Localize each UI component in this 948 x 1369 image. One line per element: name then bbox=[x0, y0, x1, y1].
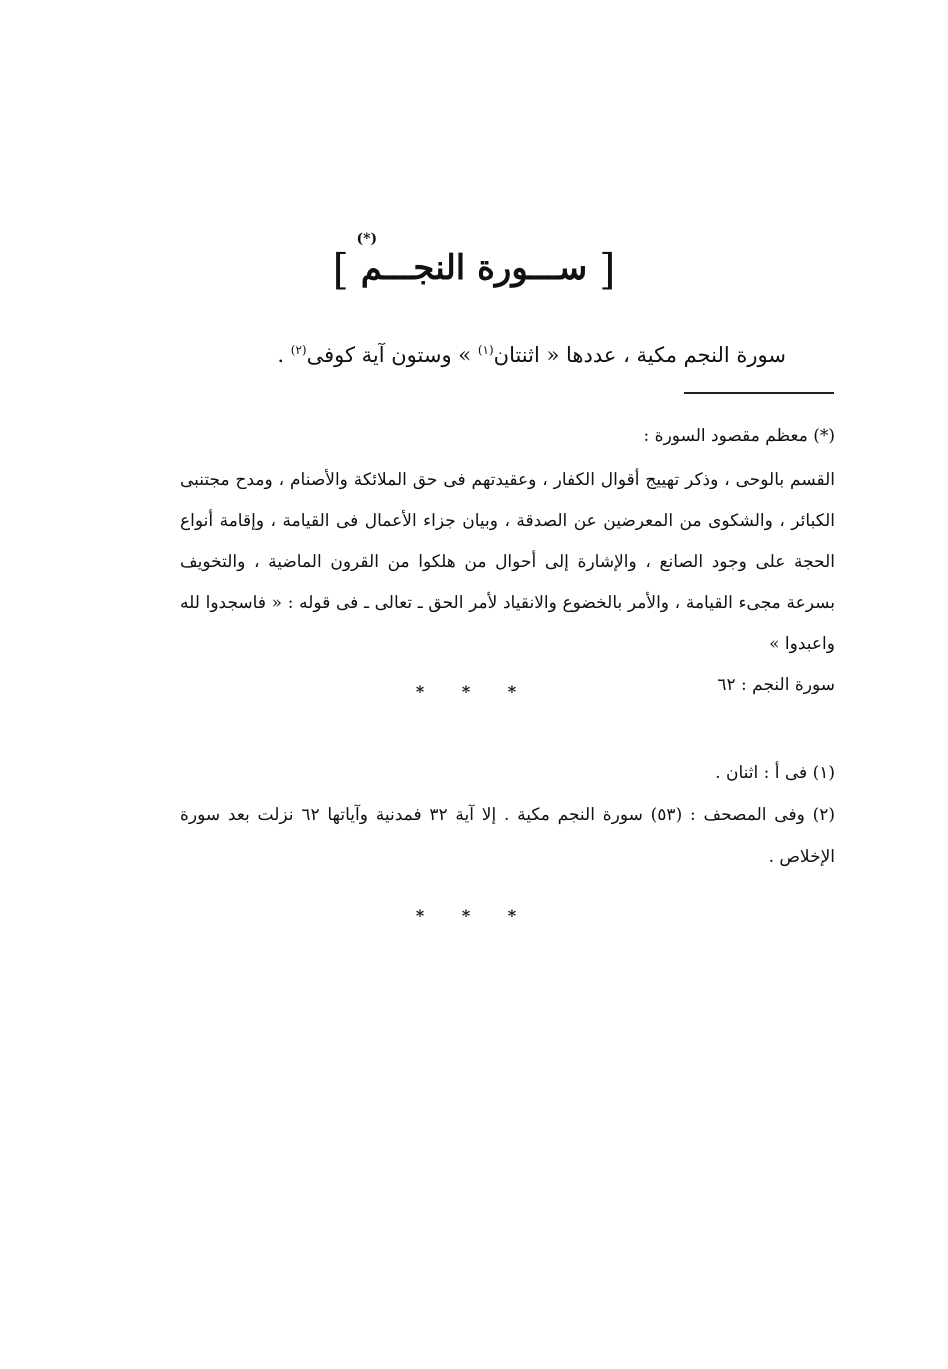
footnote-2: (٢) وفى المصحف : (٥٣) سورة النجم مكية . إلا آية ٣٢ فمدنية وآياتها ٦٢ نزلت بعد سورة الإخلاص . bbox=[180, 805, 835, 867]
section-divider-stars: * * * bbox=[415, 682, 533, 701]
note-heading: (*) معظم مقصود السورة : bbox=[643, 426, 835, 446]
footnote-ref-1: (١) bbox=[477, 343, 494, 357]
title-footnote-marker: (*) bbox=[356, 231, 378, 247]
note-reference: سورة النجم : ٦٢ bbox=[717, 675, 835, 695]
note-body: القسم بالوحى ، وذكر تهييج أقوال الكفار ، وعقيدتهم فى حق الملائكة والأصنام ، ومدح مجتنبى الكبائر ، والشكوى من المعرضين عن الصدقة ، وبيان جزاء الأعمال فى القيامة ، وإقامة أنواع الحجة على وجود الصانع ، والإشارة إلى أحوال من هلكوا من القرون الماضية ، والتخويف بسرعة مجىء القيامة ، والأمر بالخضوع والانقياد لأمر الحق ـ تعالى ـ فى قوله : « فاسجدوا لله واعبدوا » bbox=[180, 470, 835, 654]
intro-text-part2: » وستون آية كوفى bbox=[306, 343, 472, 367]
surah-title bbox=[315, 231, 634, 300]
surah-title-text: ســـورة النجـــم bbox=[360, 248, 588, 288]
footnote-1: (١) فى أ : اثنان . bbox=[715, 763, 835, 783]
footnotes bbox=[180, 752, 835, 878]
surah-title-container bbox=[0, 231, 948, 300]
end-divider-stars: * * * bbox=[415, 906, 533, 925]
surah-purpose-note bbox=[180, 418, 835, 706]
intro-line bbox=[277, 330, 786, 375]
separator-rule bbox=[684, 392, 834, 394]
intro-text-part1: سورة النجم مكية ، عددها « اثنتان bbox=[493, 343, 786, 367]
footnote-ref-2: (٢) bbox=[290, 343, 307, 357]
title-bracket-left: ] bbox=[332, 245, 349, 294]
title-bracket-right: [ bbox=[599, 245, 616, 294]
intro-text-part3: . bbox=[277, 343, 285, 367]
